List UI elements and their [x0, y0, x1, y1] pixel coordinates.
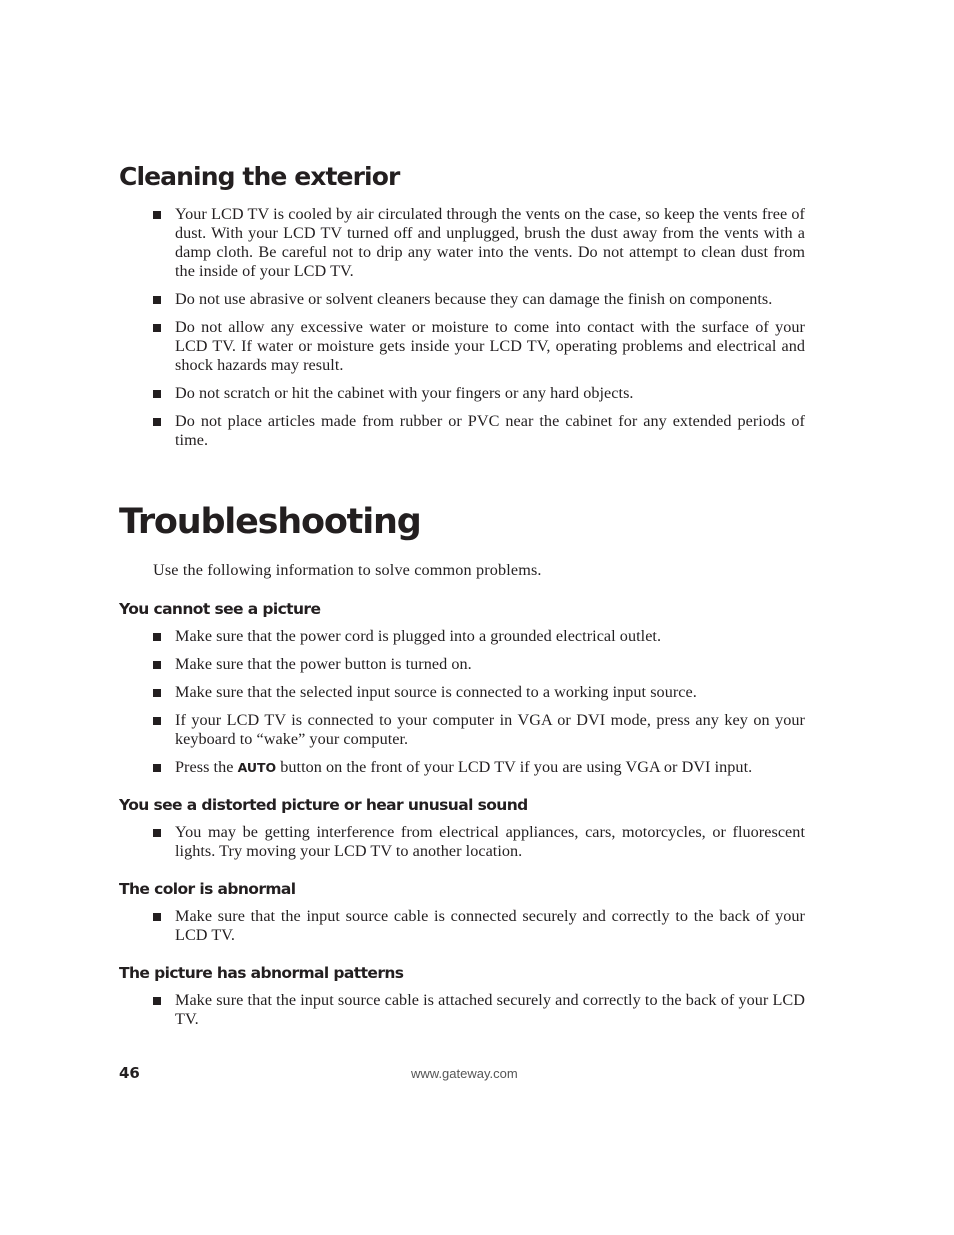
square-bullet-icon	[153, 717, 161, 725]
section-heading-cleaning: Cleaning the exterior	[119, 162, 400, 191]
subheading-distorted: You see a distorted picture or hear unusual sound	[119, 796, 528, 814]
square-bullet-icon	[153, 689, 161, 697]
list-item: Press the AUTO button on the front of your LCD TV if you are using VGA or DVI input.	[150, 758, 805, 777]
list-item: Do not use abrasive or solvent cleaners because they can damage the finish on components.	[150, 290, 805, 309]
square-bullet-icon	[153, 390, 161, 398]
cleaning-bullet-list	[150, 205, 805, 459]
list-item: Make sure that the input source cable is attached securely and correctly to the back of your LCD TV.	[150, 991, 805, 1029]
square-bullet-icon	[153, 997, 161, 1005]
square-bullet-icon	[153, 211, 161, 219]
square-bullet-icon	[153, 661, 161, 669]
square-bullet-icon	[153, 418, 161, 426]
list-item: Make sure that the selected input source is connected to a working input source.	[150, 683, 805, 702]
subheading-no-picture: You cannot see a picture	[119, 600, 321, 618]
square-bullet-icon	[153, 633, 161, 641]
list-item: Make sure that the power button is turned on.	[150, 655, 805, 674]
square-bullet-icon	[153, 324, 161, 332]
list-item: If your LCD TV is connected to your computer in VGA or DVI mode, press any key on your keyboard to “wake” your computer.	[150, 711, 805, 749]
auto-button-label: AUTO	[237, 760, 277, 775]
list-item: You may be getting interference from electrical appliances, cars, motorcycles, or fluorescent lights. Try moving your LCD TV to another location.	[150, 823, 805, 861]
subheading-color: The color is abnormal	[119, 880, 296, 898]
no-picture-bullet-list	[150, 627, 805, 786]
list-item: Do not allow any excessive water or moisture to come into contact with the surface of your LCD TV. If water or moisture gets inside your LCD TV, operating problems and electrical and shock hazards may result.	[150, 318, 805, 375]
page-title-troubleshooting: Troubleshooting	[119, 502, 421, 542]
color-bullet-list	[150, 907, 805, 954]
list-item: Do not scratch or hit the cabinet with your fingers or any hard objects.	[150, 384, 805, 403]
subheading-patterns: The picture has abnormal patterns	[119, 964, 404, 982]
square-bullet-icon	[153, 913, 161, 921]
intro-text: Use the following information to solve common problems.	[153, 561, 542, 579]
square-bullet-icon	[153, 829, 161, 837]
footer-url: www.gateway.com	[411, 1066, 518, 1081]
list-item: Do not place articles made from rubber or PVC near the cabinet for any extended periods of time.	[150, 412, 805, 450]
list-item: Your LCD TV is cooled by air circulated through the vents on the case, so keep the vents free of dust. With your LCD TV turned off and unplugged, brush the dust away from the vents with a damp cloth. Be careful not to drip any water into the vents. Do not attempt to clean dust from the inside of your LCD TV.	[150, 205, 805, 281]
square-bullet-icon	[153, 296, 161, 304]
page-number: 46	[119, 1064, 140, 1082]
square-bullet-icon	[153, 764, 161, 772]
list-item: Make sure that the power cord is plugged into a grounded electrical outlet.	[150, 627, 805, 646]
patterns-bullet-list	[150, 991, 805, 1038]
distorted-bullet-list	[150, 823, 805, 870]
list-item: Make sure that the input source cable is connected securely and correctly to the back of your LCD TV.	[150, 907, 805, 945]
